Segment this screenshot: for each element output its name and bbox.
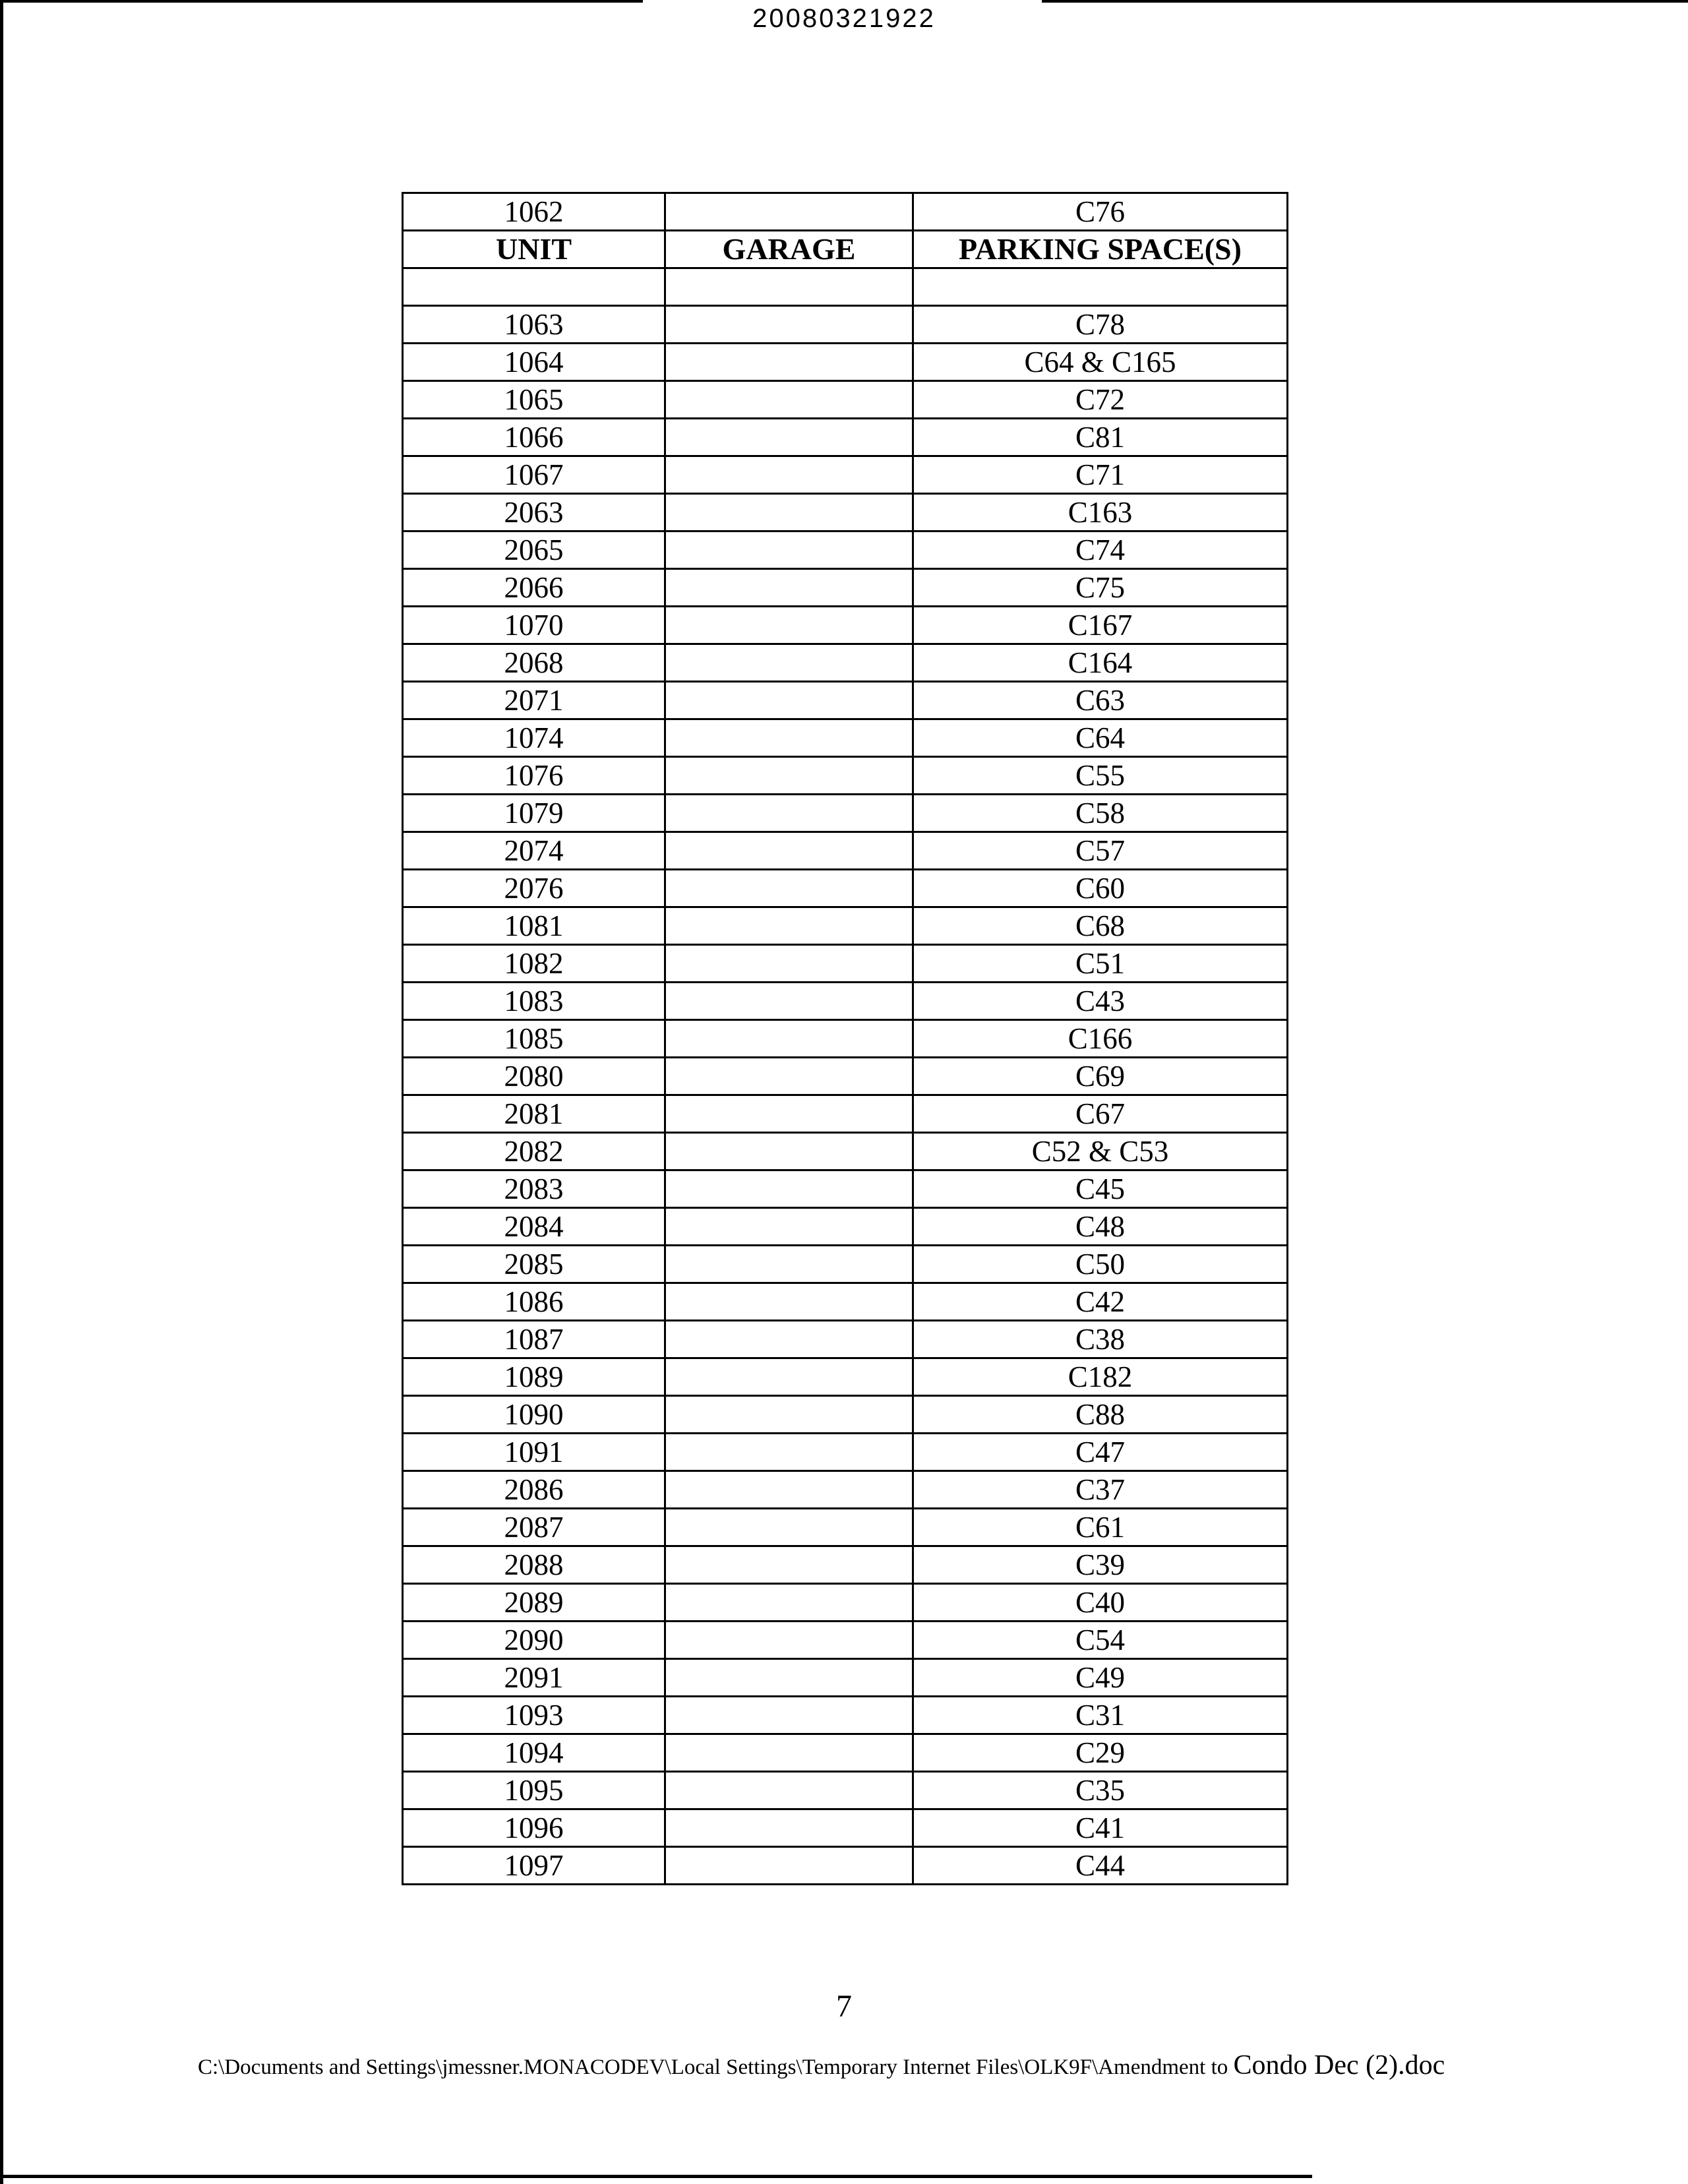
parking-cell: C38 xyxy=(913,1321,1288,1358)
parking-cell: C47 xyxy=(913,1434,1288,1471)
garage-cell xyxy=(665,1847,913,1885)
table-row xyxy=(403,1471,1288,1509)
parking-cell: C72 xyxy=(913,381,1288,419)
garage-cell xyxy=(665,344,913,381)
table-row xyxy=(403,795,1288,832)
unit-cell: 2088 xyxy=(403,1546,665,1584)
garage-cell xyxy=(665,832,913,870)
unit-cell: 2087 xyxy=(403,1509,665,1546)
unit-cell: 1082 xyxy=(403,945,665,983)
table-row xyxy=(403,983,1288,1020)
table-row xyxy=(403,1358,1288,1396)
parking-cell: C29 xyxy=(913,1734,1288,1772)
page-number: 7 xyxy=(836,1989,852,2024)
parking-cell: C69 xyxy=(913,1058,1288,1095)
unit-cell: 1063 xyxy=(403,306,665,344)
table-row xyxy=(403,1246,1288,1283)
garage-cell xyxy=(665,719,913,757)
garage-cell xyxy=(665,1020,913,1058)
table-row xyxy=(403,1095,1288,1133)
unit-cell: 2084 xyxy=(403,1208,665,1246)
parking-cell: C88 xyxy=(913,1396,1288,1434)
garage-cell xyxy=(665,870,913,907)
parking-cell: C163 xyxy=(913,494,1288,531)
table-row xyxy=(403,306,1288,344)
unit-cell: 1070 xyxy=(403,607,665,644)
parking-cell: C49 xyxy=(913,1659,1288,1697)
parking-assignment-table xyxy=(402,192,1288,1885)
unit-cell: 1067 xyxy=(403,456,665,494)
table-row xyxy=(403,1622,1288,1659)
unit-cell: 1079 xyxy=(403,795,665,832)
parking-cell: C50 xyxy=(913,1246,1288,1283)
unit-cell: 2068 xyxy=(403,644,665,682)
parking-cell: C51 xyxy=(913,945,1288,983)
garage-cell xyxy=(665,1170,913,1208)
table-header-row xyxy=(403,231,1288,268)
garage-cell xyxy=(665,1546,913,1584)
table-row xyxy=(403,344,1288,381)
table-row xyxy=(403,644,1288,682)
garage-cell xyxy=(665,494,913,531)
unit-cell: 2074 xyxy=(403,832,665,870)
garage-cell xyxy=(665,1509,913,1546)
unit-cell: 1093 xyxy=(403,1697,665,1734)
garage-cell xyxy=(665,456,913,494)
table-row xyxy=(403,719,1288,757)
parking-cell: C43 xyxy=(913,983,1288,1020)
document-number: 20080321922 xyxy=(752,4,936,33)
unit-cell: 2063 xyxy=(403,494,665,531)
garage-cell xyxy=(665,419,913,456)
garage-cell xyxy=(665,1058,913,1095)
bottom-rule xyxy=(0,2175,1312,2178)
file-path-main: C:\Documents and Settings\jmessner.MONACODEV\Local Settings\Temporary Internet Files\OLK9F\Amendment to xyxy=(198,2055,1228,2079)
parking-cell: C63 xyxy=(913,682,1288,719)
parking-cell: C57 xyxy=(913,832,1288,870)
garage-cell xyxy=(665,268,913,306)
garage-cell xyxy=(665,1095,913,1133)
unit-cell: 1089 xyxy=(403,1358,665,1396)
table-row xyxy=(403,1509,1288,1546)
garage-cell xyxy=(665,1321,913,1358)
unit-cell: 1076 xyxy=(403,757,665,795)
garage-cell xyxy=(665,381,913,419)
unit-cell: 2065 xyxy=(403,531,665,569)
unit-cell: 2089 xyxy=(403,1584,665,1622)
unit-cell: 2081 xyxy=(403,1095,665,1133)
table-row xyxy=(403,1734,1288,1772)
table-row xyxy=(403,1659,1288,1697)
unit-cell: 1087 xyxy=(403,1321,665,1358)
garage-cell xyxy=(665,531,913,569)
unit-cell: 2086 xyxy=(403,1471,665,1509)
table-row xyxy=(403,1697,1288,1734)
garage-cell xyxy=(665,1208,913,1246)
unit-cell: 2091 xyxy=(403,1659,665,1697)
parking-cell: C74 xyxy=(913,531,1288,569)
unit-cell: 2090 xyxy=(403,1622,665,1659)
parking-cell: C52 & C53 xyxy=(913,1133,1288,1170)
parking-cell: C78 xyxy=(913,306,1288,344)
table-row xyxy=(403,569,1288,607)
table-row xyxy=(403,945,1288,983)
unit-cell: 1083 xyxy=(403,983,665,1020)
top-rule-left xyxy=(0,0,643,3)
unit-cell: 1064 xyxy=(403,344,665,381)
garage-cell xyxy=(665,1772,913,1809)
unit-column-header: UNIT xyxy=(403,231,665,268)
unit-cell: 1062 xyxy=(403,193,665,231)
unit-cell: 1091 xyxy=(403,1434,665,1471)
garage-cell xyxy=(665,945,913,983)
table-row xyxy=(403,870,1288,907)
parking-cell: C64 & C165 xyxy=(913,344,1288,381)
unit-cell: 2082 xyxy=(403,1133,665,1170)
garage-cell xyxy=(665,1471,913,1509)
table-row xyxy=(403,682,1288,719)
table-row xyxy=(403,381,1288,419)
unit-cell: 2066 xyxy=(403,569,665,607)
parking-cell: C48 xyxy=(913,1208,1288,1246)
parking-cell: C39 xyxy=(913,1546,1288,1584)
garage-cell xyxy=(665,306,913,344)
unit-cell: 2080 xyxy=(403,1058,665,1095)
table-row xyxy=(403,1170,1288,1208)
parking-cell: C71 xyxy=(913,456,1288,494)
parking-cell: C42 xyxy=(913,1283,1288,1321)
parking-cell: C67 xyxy=(913,1095,1288,1133)
parking-cell: C167 xyxy=(913,607,1288,644)
parking-cell xyxy=(913,268,1288,306)
parking-cell: C54 xyxy=(913,1622,1288,1659)
parking-cell: C44 xyxy=(913,1847,1288,1885)
table-row xyxy=(403,1809,1288,1847)
parking-cell: C164 xyxy=(913,644,1288,682)
unit-cell: 2076 xyxy=(403,870,665,907)
unit-cell: 2071 xyxy=(403,682,665,719)
table-row xyxy=(403,193,1288,231)
parking-cell: C41 xyxy=(913,1809,1288,1847)
parking-cell: C58 xyxy=(913,795,1288,832)
garage-cell xyxy=(665,907,913,945)
table-row xyxy=(403,419,1288,456)
garage-cell xyxy=(665,1358,913,1396)
garage-cell xyxy=(665,682,913,719)
table-row xyxy=(403,907,1288,945)
unit-cell: 1096 xyxy=(403,1809,665,1847)
garage-cell xyxy=(665,1283,913,1321)
parking-cell: C61 xyxy=(913,1509,1288,1546)
parking-cell: C45 xyxy=(913,1170,1288,1208)
parking-cell: C76 xyxy=(913,193,1288,231)
garage-cell xyxy=(665,795,913,832)
unit-cell: 1094 xyxy=(403,1734,665,1772)
unit-cell: 1081 xyxy=(403,907,665,945)
garage-column-header: GARAGE xyxy=(665,231,913,268)
unit-cell: 2083 xyxy=(403,1170,665,1208)
unit-cell: 1085 xyxy=(403,1020,665,1058)
unit-cell: 2085 xyxy=(403,1246,665,1283)
table-row xyxy=(403,757,1288,795)
parking-cell: C64 xyxy=(913,719,1288,757)
parking-cell: C35 xyxy=(913,1772,1288,1809)
unit-cell: 1066 xyxy=(403,419,665,456)
parking-cell: C182 xyxy=(913,1358,1288,1396)
table-row xyxy=(403,1772,1288,1809)
parking-cell: C68 xyxy=(913,907,1288,945)
table-row xyxy=(403,1584,1288,1622)
parking-cell: C31 xyxy=(913,1697,1288,1734)
unit-cell: 1090 xyxy=(403,1396,665,1434)
table-row xyxy=(403,1020,1288,1058)
table-row xyxy=(403,1058,1288,1095)
table-row xyxy=(403,1396,1288,1434)
table-row xyxy=(403,268,1288,306)
garage-cell xyxy=(665,607,913,644)
file-path-filename: Condo Dec (2).doc xyxy=(1233,2050,1445,2080)
parking-cell: C37 xyxy=(913,1471,1288,1509)
unit-cell: 1086 xyxy=(403,1283,665,1321)
garage-cell xyxy=(665,983,913,1020)
parking-cell: C75 xyxy=(913,569,1288,607)
parking-cell: C55 xyxy=(913,757,1288,795)
table-row xyxy=(403,456,1288,494)
table-row xyxy=(403,1133,1288,1170)
scan-left-edge xyxy=(0,0,3,2184)
table-row xyxy=(403,607,1288,644)
garage-cell xyxy=(665,1434,913,1471)
garage-cell xyxy=(665,1396,913,1434)
table-row xyxy=(403,1321,1288,1358)
garage-cell xyxy=(665,1584,913,1622)
garage-cell xyxy=(665,1697,913,1734)
table-row xyxy=(403,494,1288,531)
unit-cell xyxy=(403,268,665,306)
table-row xyxy=(403,1546,1288,1584)
file-path-footer xyxy=(198,2049,1445,2081)
unit-cell: 1095 xyxy=(403,1772,665,1809)
parking-cell: C60 xyxy=(913,870,1288,907)
unit-cell: 1074 xyxy=(403,719,665,757)
garage-cell xyxy=(665,569,913,607)
unit-cell: 1097 xyxy=(403,1847,665,1885)
parking-cell: C40 xyxy=(913,1584,1288,1622)
table-row xyxy=(403,1208,1288,1246)
unit-cell: 1065 xyxy=(403,381,665,419)
table-body xyxy=(403,193,1288,1885)
garage-cell xyxy=(665,1246,913,1283)
table-row xyxy=(403,531,1288,569)
garage-cell xyxy=(665,1659,913,1697)
table-row xyxy=(403,1847,1288,1885)
garage-cell xyxy=(665,1133,913,1170)
parking-column-header: PARKING SPACE(S) xyxy=(913,231,1288,268)
garage-cell xyxy=(665,1734,913,1772)
garage-cell xyxy=(665,1809,913,1847)
parking-cell: C81 xyxy=(913,419,1288,456)
garage-cell xyxy=(665,644,913,682)
top-rule-right xyxy=(1042,0,1688,3)
garage-cell xyxy=(665,193,913,231)
garage-cell xyxy=(665,757,913,795)
table-row xyxy=(403,1434,1288,1471)
garage-cell xyxy=(665,1622,913,1659)
table-row xyxy=(403,1283,1288,1321)
table-row xyxy=(403,832,1288,870)
parking-cell: C166 xyxy=(913,1020,1288,1058)
